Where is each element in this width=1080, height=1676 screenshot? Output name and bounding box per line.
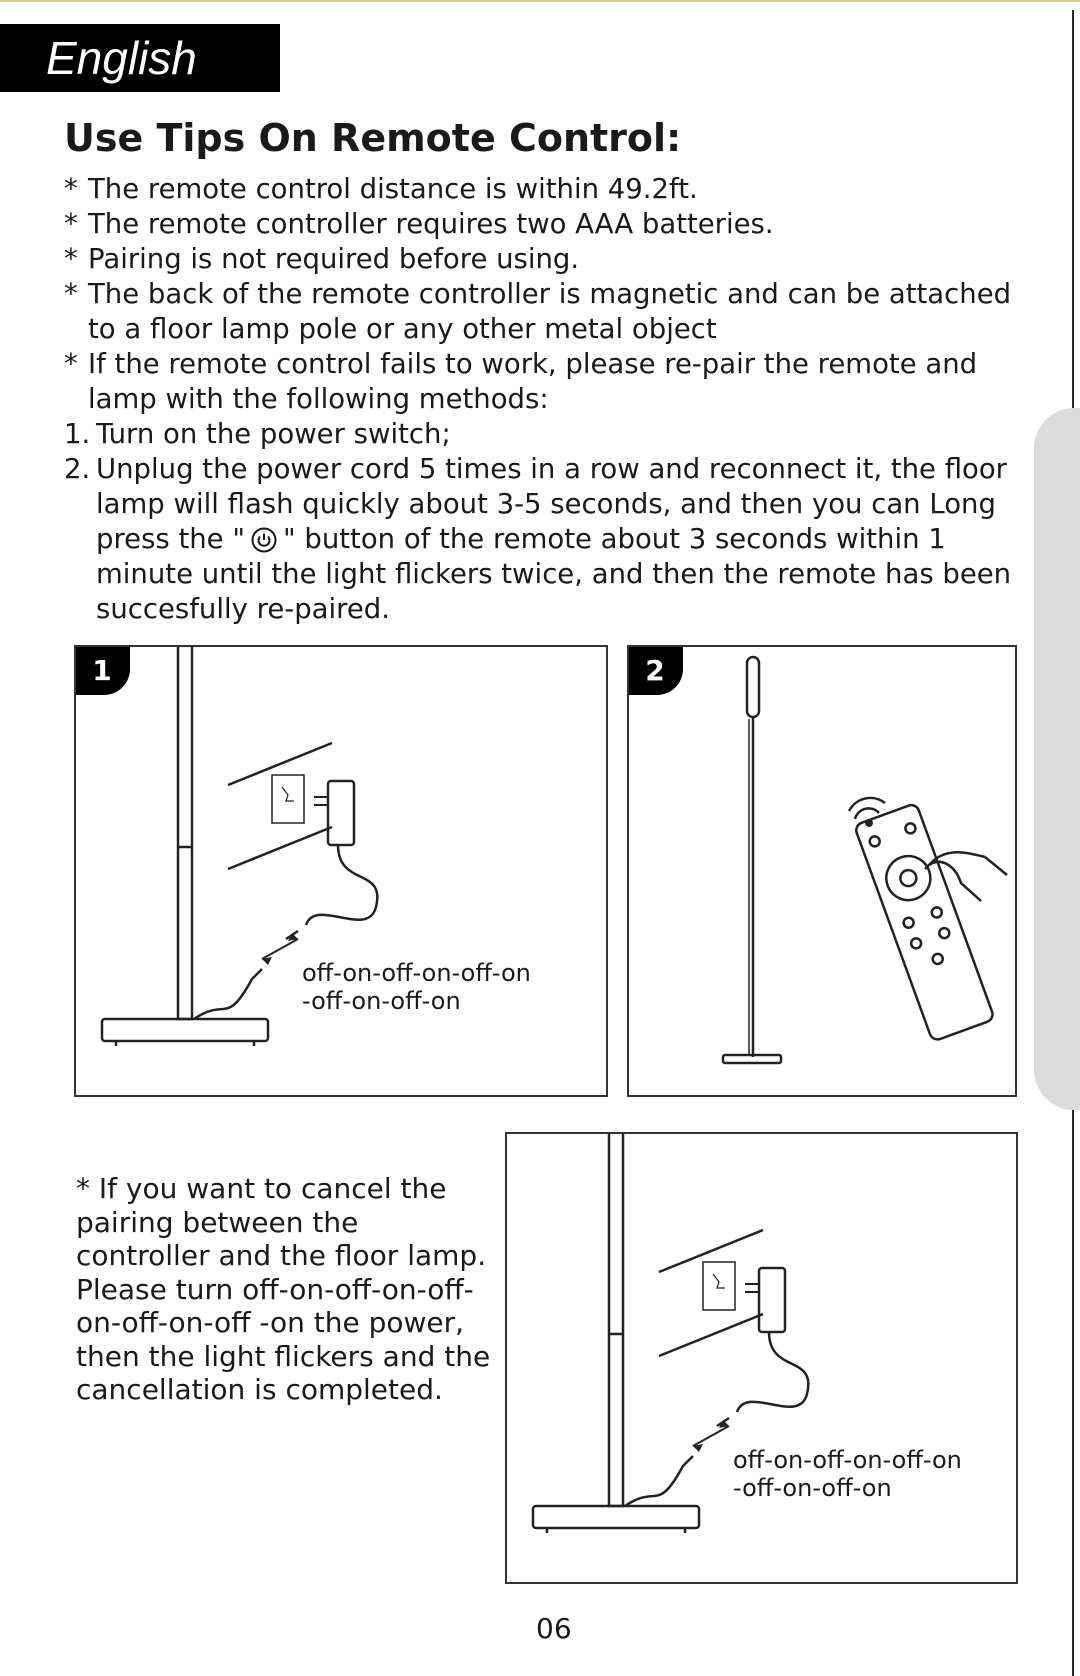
page-number: 06 — [536, 1612, 572, 1645]
floor-lamp-plug-icon — [76, 647, 608, 1097]
step-item — [64, 452, 1024, 627]
sequence-label: off-on-off-on-off-on -off-on-off-on — [302, 959, 531, 1015]
language-tab: English — [0, 24, 280, 92]
floor-lamp-plug-icon — [507, 1134, 1018, 1584]
sequence-label: off-on-off-on-off-on -off-on-off-on — [733, 1446, 962, 1502]
tip-item — [64, 277, 1024, 347]
scroll-handle[interactable] — [1034, 408, 1080, 1110]
bullet-mark: * — [64, 173, 78, 205]
power-icon — [251, 527, 277, 553]
tip-text: If the remote control fails to work, please re-pair the remote and lamp with the following methods: — [88, 348, 978, 415]
bullet-mark: * — [64, 278, 78, 310]
figure-3 — [505, 1132, 1018, 1584]
figure-badge: 2 — [627, 645, 683, 695]
tip-item — [64, 347, 1024, 417]
figure-badge: 1 — [74, 645, 130, 695]
bullet-mark: * — [64, 243, 78, 275]
tip-item — [64, 242, 1024, 277]
tip-text: The back of the remote controller is magnetic and can be attached to a floor lamp pole or any other metal object — [88, 278, 1012, 345]
figure-1 — [74, 645, 608, 1097]
step-text-after: " button of the remote about 3 seconds within 1 minute until the light flickers twice, and then the remote has been succesfully re-paired. — [96, 523, 1012, 625]
tip-text: Pairing is not required before using. — [88, 243, 580, 275]
step-number: 2. — [64, 453, 91, 485]
tip-item — [64, 172, 1024, 207]
cancel-pairing-note: * If you want to cancel the pairing between the controller and the floor lamp. Please turn off-on-off-on-off-on-off-on-off -on the power, then the light flickers and the cancellation is completed. — [76, 1172, 491, 1406]
tip-item — [64, 207, 1024, 242]
tip-text: The remote controller requires two AAA batteries. — [88, 208, 774, 240]
step-item — [64, 417, 1024, 452]
tips-list — [64, 172, 1024, 627]
page-title: Use Tips On Remote Control: — [64, 116, 682, 160]
top-rule — [0, 0, 1080, 2]
step-number: 1. — [64, 418, 91, 450]
bullet-mark: * — [64, 208, 78, 240]
floor-lamp-remote-icon — [629, 647, 1017, 1097]
step-text-before: Unplug the power cord 5 times in a row and reconnect it, the floor lamp will flash quickly about 3-5 seconds, and then you can Long press the " — [96, 453, 1007, 555]
figure-2 — [627, 645, 1017, 1097]
bullet-mark: * — [64, 348, 78, 380]
tip-text: The remote control distance is within 49.2ft. — [88, 173, 698, 205]
step-text: Turn on the power switch; — [96, 418, 451, 450]
